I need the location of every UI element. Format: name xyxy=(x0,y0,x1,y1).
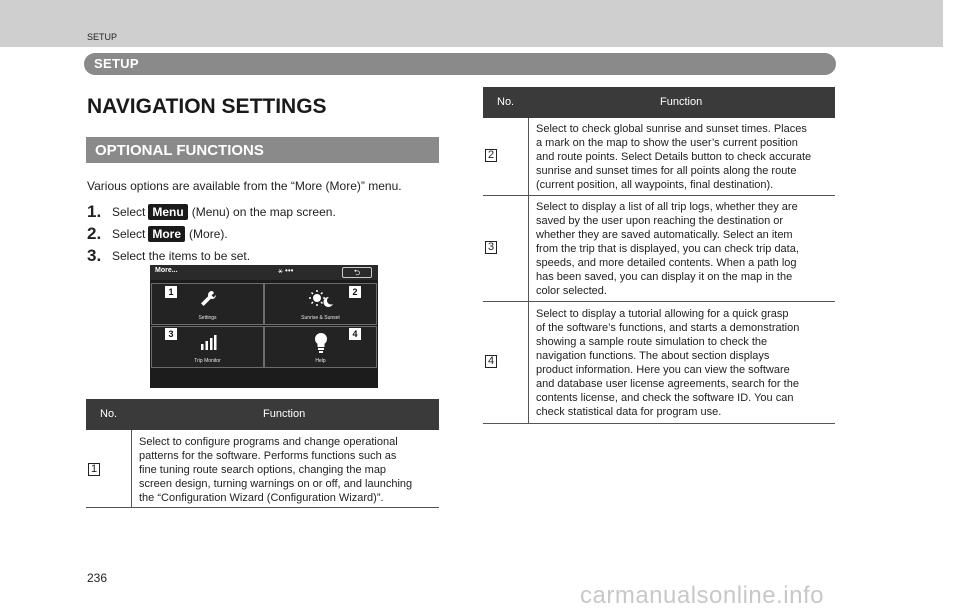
subheading: OPTIONAL FUNCTIONS xyxy=(95,142,264,159)
subheading-bar xyxy=(86,137,439,163)
running-head: SETUP xyxy=(87,32,118,42)
step-number: 2. xyxy=(87,224,102,243)
callout-badge-4: 4 xyxy=(349,328,361,340)
row-description: Select to display a list of all trip logs, whether they are saved by the user upon reaching the destination or whether they are saved automatically. Select an item from the trip that is displayed, you can check trip data, speeds, and more detailed contents. When a path log has been saved, you can display it on the map in the color selected. xyxy=(536,201,799,297)
step-text-after: (More). xyxy=(189,227,228,241)
step-number: 1. xyxy=(87,202,102,221)
menu-button-chip: Menu xyxy=(148,204,187,220)
screen-title: More... xyxy=(155,267,178,274)
more-screen-illustration xyxy=(150,265,378,388)
step-text-after: Select the items to be set. xyxy=(112,249,251,263)
tile-label: Settings xyxy=(198,315,217,321)
row-number: 3 xyxy=(485,241,497,254)
section-bar xyxy=(84,53,836,75)
column-function: Function xyxy=(263,408,306,420)
column-no: No. xyxy=(100,408,118,420)
row-description: Select to check global sunrise and sunset times. Places a mark on the map to show the user’s current position and route points. Select Details button to check accurate sunrise and sunset times for all points along the route (current position, all waypoints, final destination). xyxy=(536,123,812,191)
row-number: 4 xyxy=(485,355,497,368)
status-icons: ⚹ ••• xyxy=(278,266,294,275)
screen-header xyxy=(150,265,378,280)
table-header-left xyxy=(86,399,439,430)
callout-badge-2: 2 xyxy=(349,286,361,298)
row-description: Select to configure programs and change operational patterns for the software. Performs functions such as fine tuning route search options, changing the map screen design, turning warnings on or off, and launching the “Configuration Wizard (Configuration Wizard)”. xyxy=(139,436,413,504)
section-title: SETUP xyxy=(94,56,139,71)
tile-label: Trip Monitor xyxy=(194,358,221,364)
page-title: NAVIGATION SETTINGS xyxy=(87,95,327,118)
table-row xyxy=(483,302,835,424)
table-header-right xyxy=(483,87,835,118)
step-1 xyxy=(87,202,336,222)
step-text-after: (Menu) on the map screen. xyxy=(191,205,336,219)
step-text-before: Select xyxy=(112,205,146,219)
callout-badge-3: 3 xyxy=(165,328,177,340)
back-icon[interactable]: ⮌ xyxy=(342,267,372,278)
more-button-chip: More xyxy=(148,226,185,242)
watermark-url[interactable]: carmanualsonline.info xyxy=(580,582,824,609)
header-band xyxy=(0,0,943,47)
row-description: Select to display a tutorial allowing for a quick grasp of the software’s functions, and starts a demonstration showing a sample route simulation to check the navigation functions. The about section displays product information. Here you can view the software and database user license agreements, search for the contents license, and check the software ID. You can check statistical data for program use. xyxy=(536,308,800,418)
table-row xyxy=(483,118,835,196)
row-number: 2 xyxy=(485,149,497,162)
step-3 xyxy=(87,246,250,266)
column-no: No. xyxy=(497,96,515,108)
step-number: 3. xyxy=(87,246,102,265)
step-2 xyxy=(87,224,228,244)
table-row xyxy=(86,430,439,508)
tile-label: Help xyxy=(315,358,326,364)
column-function: Function xyxy=(660,96,703,108)
tile-label: Sunrise & Sunset xyxy=(301,315,340,321)
row-number: 1 xyxy=(88,463,100,476)
callout-badge-1: 1 xyxy=(165,286,177,298)
step-text-before: Select xyxy=(112,227,146,241)
table-row xyxy=(483,196,835,302)
page-number: 236 xyxy=(87,571,108,585)
intro-text: Various options are available from the “More (More)” menu. xyxy=(87,179,402,193)
